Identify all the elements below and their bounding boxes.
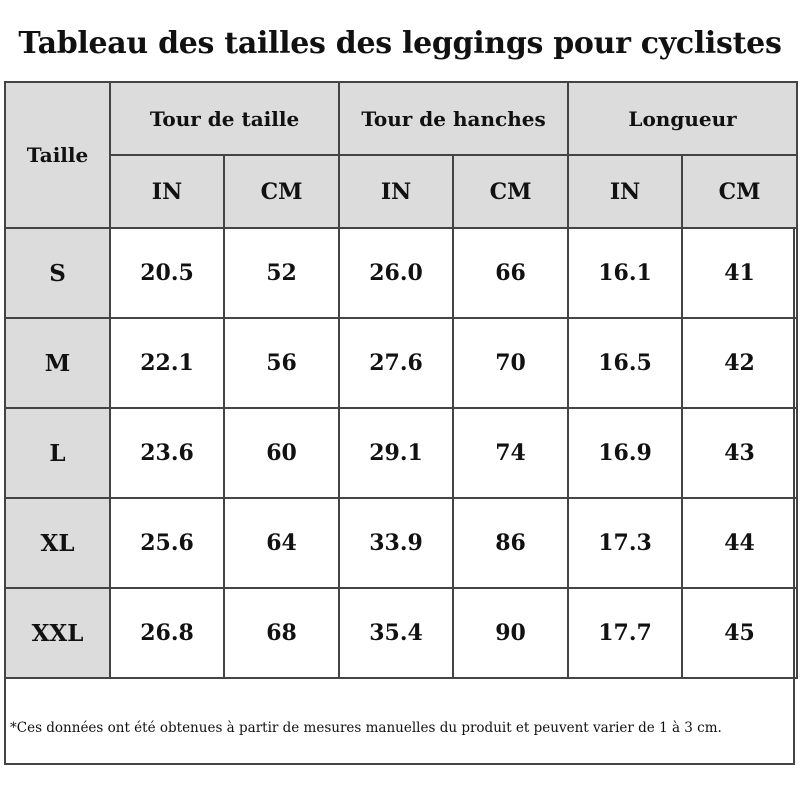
value-cell: 41 bbox=[682, 228, 797, 318]
value-cell: 86 bbox=[453, 498, 568, 588]
header-row-units bbox=[5, 155, 797, 228]
value-cell: 23.6 bbox=[110, 408, 224, 498]
unit-header-length-cm: CM bbox=[682, 155, 797, 228]
value-cell: 26.8 bbox=[110, 588, 224, 678]
value-cell: 29.1 bbox=[339, 408, 453, 498]
table-row bbox=[5, 498, 797, 588]
value-cell: 52 bbox=[224, 228, 339, 318]
value-cell: 56 bbox=[224, 318, 339, 408]
header-row-groups bbox=[5, 82, 797, 155]
unit-header-hips-cm: CM bbox=[453, 155, 568, 228]
value-cell: 45 bbox=[682, 588, 797, 678]
unit-header-length-in: IN bbox=[568, 155, 682, 228]
size-cell: XXL bbox=[5, 588, 110, 678]
value-cell: 68 bbox=[224, 588, 339, 678]
size-cell: S bbox=[5, 228, 110, 318]
value-cell: 90 bbox=[453, 588, 568, 678]
value-cell: 35.4 bbox=[339, 588, 453, 678]
value-cell: 16.5 bbox=[568, 318, 682, 408]
value-cell: 44 bbox=[682, 498, 797, 588]
unit-header-waist-cm: CM bbox=[224, 155, 339, 228]
value-cell: 66 bbox=[453, 228, 568, 318]
value-cell: 25.6 bbox=[110, 498, 224, 588]
value-cell: 70 bbox=[453, 318, 568, 408]
value-cell: 26.0 bbox=[339, 228, 453, 318]
size-cell: XL bbox=[5, 498, 110, 588]
table-row bbox=[5, 318, 797, 408]
size-cell: L bbox=[5, 408, 110, 498]
value-cell: 42 bbox=[682, 318, 797, 408]
table-row bbox=[5, 408, 797, 498]
value-cell: 64 bbox=[224, 498, 339, 588]
group-header-length: Longueur bbox=[568, 82, 797, 155]
table-row bbox=[5, 228, 797, 318]
size-chart-table bbox=[4, 81, 798, 679]
value-cell: 27.6 bbox=[339, 318, 453, 408]
group-header-hips: Tour de hanches bbox=[339, 82, 568, 155]
size-column-header: Taille bbox=[5, 82, 110, 228]
value-cell: 33.9 bbox=[339, 498, 453, 588]
value-cell: 16.1 bbox=[568, 228, 682, 318]
unit-header-waist-in: IN bbox=[110, 155, 224, 228]
size-cell: M bbox=[5, 318, 110, 408]
unit-header-hips-in: IN bbox=[339, 155, 453, 228]
group-header-waist: Tour de taille bbox=[110, 82, 339, 155]
page-title: Tableau des tailles des leggings pour cyclistes bbox=[18, 26, 782, 61]
footnote: *Ces données ont été obtenues à partir de mesures manuelles du produit et peuvent varier de 1 à 3 cm. bbox=[10, 720, 722, 736]
value-cell: 16.9 bbox=[568, 408, 682, 498]
table-row bbox=[5, 588, 797, 678]
value-cell: 17.3 bbox=[568, 498, 682, 588]
value-cell: 17.7 bbox=[568, 588, 682, 678]
value-cell: 74 bbox=[453, 408, 568, 498]
value-cell: 20.5 bbox=[110, 228, 224, 318]
value-cell: 43 bbox=[682, 408, 797, 498]
value-cell: 22.1 bbox=[110, 318, 224, 408]
value-cell: 60 bbox=[224, 408, 339, 498]
